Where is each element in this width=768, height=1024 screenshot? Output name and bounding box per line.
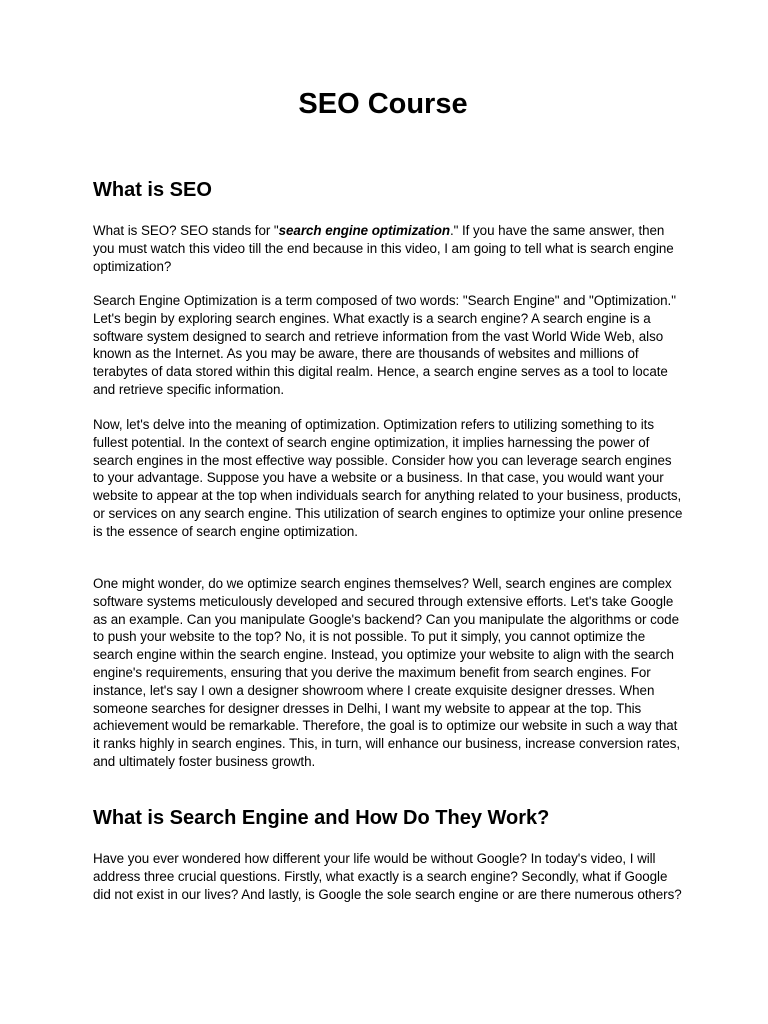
paragraph-text: What is SEO? SEO stands for " <box>93 223 279 238</box>
paragraph-seo-definition <box>93 222 683 275</box>
paragraph-optimize-search-engines: One might wonder, do we optimize search engines themselves? Well, search engines are complex software systems meticulously developed and secured through extensive efforts. Let's take Google as an example. Can you manipulate Google's backend? Can you manipulate the algorithms or code to push your website to the top? No, it is not possible. To put it simply, you cannot optimize the search engine within the search engine. Instead, you optimize your website to align with the search engine's requirements, ensuring that you derive the maximum benefit from search engines. For instance, let's say I own a designer showroom where I create exquisite designer dresses. When someone searches for designer dresses in Delhi, I want my website to appear at the top. This achievement would be remarkable. Therefore, the goal is to optimize our website in such a way that it ranks highly in search engines. This, in turn, will enhance our business, increase conversion rates, and ultimately foster business growth. <box>93 576 681 769</box>
section-heading-search-engine-how-work: What is Search Engine and How Do They Work? <box>93 807 550 829</box>
paragraph-life-without-google: Have you ever wondered how different your life would be without Google? In today's video, I will address three crucial questions. Firstly, what exactly is a search engine? Secondly, what if Google did not exist in our lives? And lastly, is Google the sole search engine or are there numerous others? <box>93 851 682 902</box>
paragraph-search-engine: Search Engine Optimization is a term composed of two words: "Search Engine" and "Optimization." Let's begin by exploring search engines. What exactly is a search engine? A search engine is a software system designed to search and retrieve information from the vast World Wide Web, also known as the Internet. As you may be aware, there are thousands of websites and millions of terabytes of data stored within this digital realm. Hence, a search engine serves as a tool to locate and retrieve specific information. <box>93 293 676 397</box>
paragraph-text: ." If you have the same answer, then you must watch this video till the end because in this video, I am going to tell what is search engine optimization? <box>93 223 674 274</box>
paragraph-optimization: Now, let's delve into the meaning of optimization. Optimization refers to utilizing something to its fullest potential. In the context of search engine optimization, it implies harnessing the power of search engines in the most effective way possible. Consider how you can leverage search engines to your advantage. Suppose you have a website or a business. In that case, you would want your website to appear at the top when individuals search for anything related to your business, products, or services on any search engine. This utilization of search engines to optimize your online presence is the essence of search engine optimization. <box>93 417 683 539</box>
section-heading-what-is-seo: What is SEO <box>93 179 212 201</box>
document-title: SEO Course <box>298 88 468 120</box>
emphasis-text: search engine optimization <box>278 223 450 238</box>
